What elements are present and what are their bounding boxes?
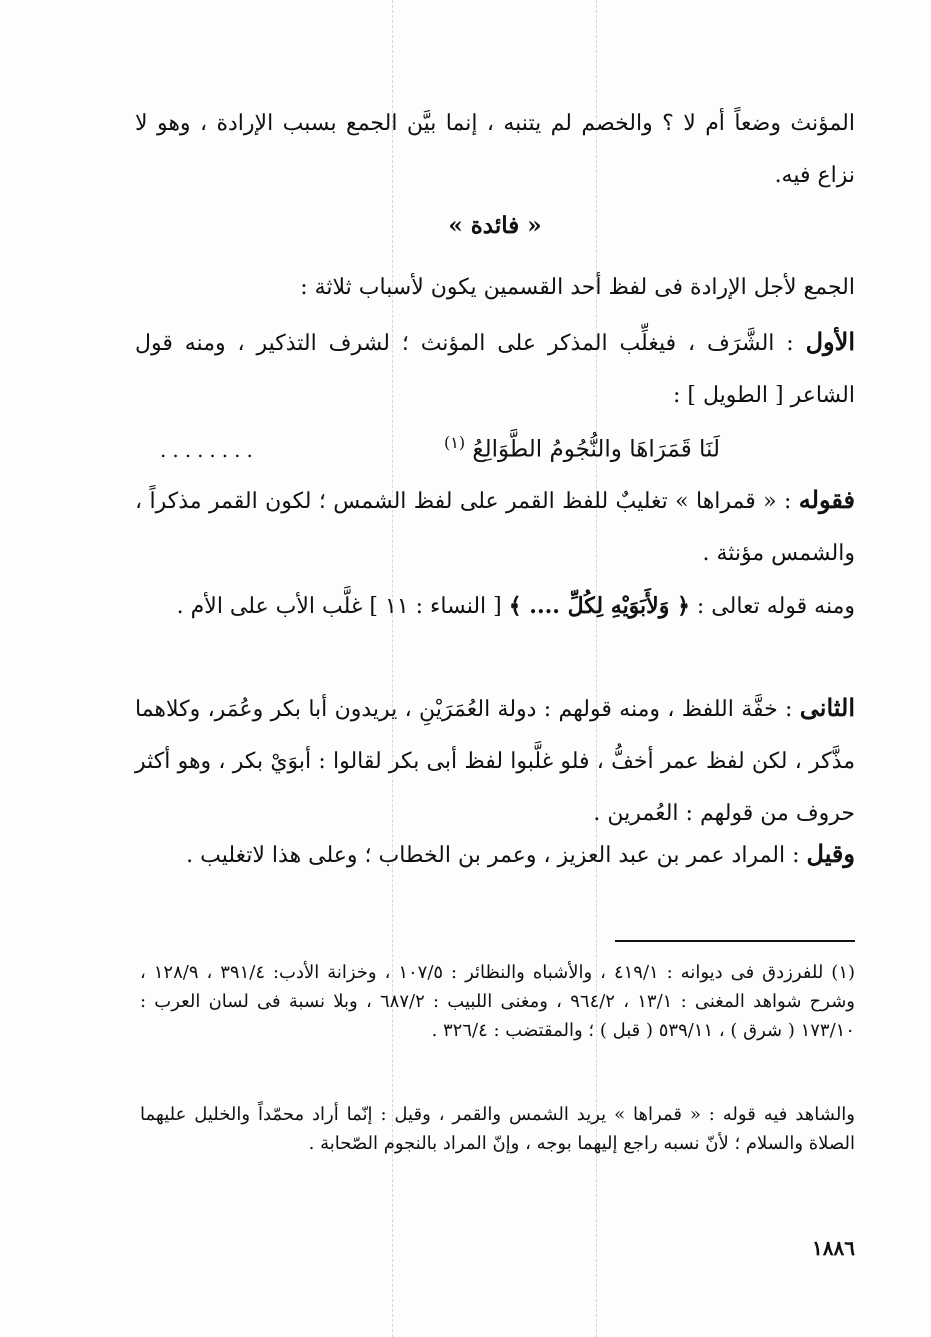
footnote-1: (١) للفرزدق فى ديوانه : ٤١٩/١ ، والأشباه والنظائر : ١٠٧/٥ ، وخزانة الأدب: ٣٩١/٤ ، ١٢٨/٩ ، وشرح شواهد المغنى : ١٣/١ ، ٩٦٤/٢ ، ومغنى اللبيب : ٦٨٧/٢ ، وبلا نسبة فى لسان العرب : ١٧٣/١٠ ( شرق ) ، ٥٣٩/١١ ( قبل ) ؛ والمقتضب : ٣٢٦/٤ . xyxy=(140,962,856,1041)
explanation-label: فقوله xyxy=(798,485,855,514)
verse-hemistich xyxy=(444,420,720,473)
first-cause-label: الأول xyxy=(805,327,855,356)
quran-reference: [ النساء : ١١ ] غلَّب الأب على الأم . xyxy=(176,594,502,619)
second-cause-text: : خفَّة اللفظ ، ومنه قولهم : دولة العُمَرَيْنِ ، يريدون أبا بكر وعُمَر، وكلاهما مذَّكر ، لكن لفظ عمر أخفُّ ، فلو غلَّبوا لفظ أبى بكر لقالوا : أبوَيْ بكر ، وهو أكثر حروف من قولهم : العُمرين . xyxy=(135,697,855,826)
page-number: ١٨٨٦ xyxy=(812,1236,855,1260)
footnote-separator xyxy=(615,940,855,942)
paragraph-intro-text: المؤنث وضعاً أم لا ؟ والخصم لم يتنبه ، إنما بيَّن الجمع بسبب الإرادة ، وهو لا نزاع فيه. xyxy=(135,111,855,188)
second-cause-label: الثانى xyxy=(799,693,855,722)
footnote-ref: (١) xyxy=(443,433,466,452)
quran-intro: ومنه قوله تعالى : xyxy=(696,594,855,619)
verse-ellipsis: ........ xyxy=(160,437,259,462)
paragraph-quran-example xyxy=(135,580,855,633)
paragraph-second-cause xyxy=(135,682,855,840)
explanation-text: : « قمراها » تغليبٌ للفظ القمر على لفظ الشمس ؛ لكون القمر مذكراً ، والشمس مؤنثة . xyxy=(135,489,855,566)
first-cause-text: : الشَّرَف ، فيغلِّب المذكر على المؤنث ؛ لشرف التذكير ، ومنه قول الشاعر [ الطويل ] : xyxy=(135,331,855,408)
paragraph-causes-text: الجمع لأجل الإرادة فى لفظ أحد القسمين يكون لأسباب ثلاثة : xyxy=(300,275,855,300)
alternative-label: وقيل xyxy=(806,839,855,868)
section-heading: « فائدة » xyxy=(448,212,542,239)
paragraph-explanation xyxy=(135,474,855,580)
quran-quote: ﴿ وَلأَبَوَيْهِ لِكُلِّ .... ﴾ xyxy=(508,593,690,619)
paragraph-alternative xyxy=(135,828,855,882)
paragraph-causes xyxy=(135,262,855,314)
footnote-commentary: والشاهد فيه قوله : « قمراها » يريد الشمس والقمر ، وقيل : إنّما أراد محمّداً والخليل عليهما الصلاة والسلام ؛ لأنّ نسبه راجع إليهما بوجه ، وإنّ المراد بالنجوم الصّحابة . xyxy=(140,1104,855,1154)
paragraph-intro xyxy=(135,98,855,202)
alternative-text: : المراد عمر بن عبد العزيز ، وعمر بن الخطاب ؛ وعلى هذا لاتغليب . xyxy=(186,843,800,868)
verse-text: لَنَا قَمَرَاهَا والنُّجُومُ الطَّوَالِعُ xyxy=(472,436,720,463)
poem-verse xyxy=(160,420,720,473)
paragraph-first-cause xyxy=(135,316,855,422)
